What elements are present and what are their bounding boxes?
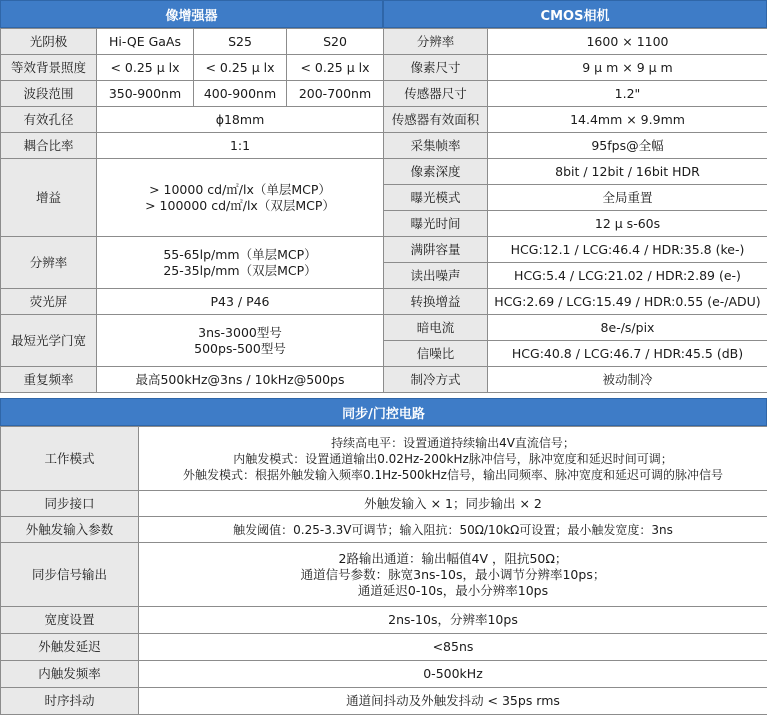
table-row <box>1 634 767 661</box>
row-label: 分辨率 <box>384 29 488 55</box>
table-row <box>384 107 767 133</box>
row-label: 宽度设置 <box>1 607 139 634</box>
row-label: 光阴极 <box>1 29 97 55</box>
table-row <box>384 211 767 237</box>
table-row <box>384 29 767 55</box>
cell-value: 2路输出通道：输出幅值4V ，阻抗50Ω； 通道信号参数：脉宽3ns-10s，最小调节分辨率10ps； 通道延迟0-10s，最小分辨率10ps <box>139 543 767 607</box>
cell-value: ϕ18mm <box>97 107 384 133</box>
cell-value: 200-700nm <box>287 81 384 107</box>
row-label: 荧光屏 <box>1 289 97 315</box>
row-label: 传感器有效面积 <box>384 107 488 133</box>
cell-value: 外触发输入 × 1；同步输出 × 2 <box>139 491 767 517</box>
table-row <box>1 517 767 543</box>
cell-value: 0-500kHz <box>139 661 767 688</box>
row-label: 满阱容量 <box>384 237 488 263</box>
table-row <box>1 159 384 237</box>
row-label: 制冷方式 <box>384 367 488 393</box>
row-label: 同步信号输出 <box>1 543 139 607</box>
cell-value: < 0.25 μ lx <box>97 55 194 81</box>
table-row <box>384 367 767 393</box>
cell-value: HCG:5.4 / LCG:21.02 / HDR:2.89 (e-) <box>488 263 767 289</box>
row-label: 传感器尺寸 <box>384 81 488 107</box>
cell-value: 2ns-10s，分辨率10ps <box>139 607 767 634</box>
table-row <box>1 688 767 715</box>
cell-value: 1600 × 1100 <box>488 29 767 55</box>
cell-value: HCG:12.1 / LCG:46.4 / HDR:35.8 (ke-) <box>488 237 767 263</box>
row-label: 像素尺寸 <box>384 55 488 81</box>
cell-value: <85ns <box>139 634 767 661</box>
row-label: 最短光学门宽 <box>1 315 97 367</box>
table-row <box>384 81 767 107</box>
table-row <box>384 289 767 315</box>
cell-value: 触发阈值：0.25-3.3V可调节；输入阻抗：50Ω/10kΩ可设置；最小触发宽度：3ns <box>139 517 767 543</box>
cell-value: 95fps@全幅 <box>488 133 767 159</box>
row-label: 耦合比率 <box>1 133 97 159</box>
table-row <box>384 185 767 211</box>
camera-header: CMOS相机 <box>383 0 767 28</box>
intensifier-header: 像增强器 <box>0 0 383 28</box>
cell-value: 14.4mm × 9.9mm <box>488 107 767 133</box>
row-label: 读出噪声 <box>384 263 488 289</box>
table-row <box>384 341 767 367</box>
table-row <box>1 55 384 81</box>
table-row <box>1 29 384 55</box>
table-row <box>1 427 767 491</box>
cell-value: 3ns-3000型号 500ps-500型号 <box>97 315 384 367</box>
row-label: 增益 <box>1 159 97 237</box>
table-row <box>1 289 384 315</box>
table-row <box>384 263 767 289</box>
cell-value: 400-900nm <box>194 81 287 107</box>
row-label: 信噪比 <box>384 341 488 367</box>
table-row <box>384 315 767 341</box>
cell-value: 12 μ s-60s <box>488 211 767 237</box>
camera-table <box>383 28 767 393</box>
cell-value: HCG:2.69 / LCG:15.49 / HDR:0.55 (e-/ADU) <box>488 289 767 315</box>
table-row <box>1 491 767 517</box>
table-row <box>1 661 767 688</box>
table-row <box>1 133 384 159</box>
row-label: 暗电流 <box>384 315 488 341</box>
cell-value: 通道间抖动及外触发抖动 < 35ps rms <box>139 688 767 715</box>
sync-panel <box>0 398 767 714</box>
cell-value: 全局重置 <box>488 185 767 211</box>
cell-value: 55-65lp/mm（单层MCP） 25-35lp/mm（双层MCP） <box>97 237 384 289</box>
cell-value: 被动制冷 <box>488 367 767 393</box>
row-label: 曝光时间 <box>384 211 488 237</box>
cell-value: Hi-QE GaAs <box>97 29 194 55</box>
intensifier-table <box>0 28 384 393</box>
cell-value: 350-900nm <box>97 81 194 107</box>
table-row <box>384 159 767 185</box>
cell-value: 9 μ m × 9 μ m <box>488 55 767 81</box>
cell-value: 1:1 <box>97 133 384 159</box>
cell-value: 8e-/s/pix <box>488 315 767 341</box>
row-label: 像素深度 <box>384 159 488 185</box>
cell-value: P43 / P46 <box>97 289 384 315</box>
cell-value: 持续高电平：设置通道持续输出4V直流信号； 内触发模式：设置通道输出0.02Hz-200kHz脉冲信号，脉冲宽度和延迟时间可调； 外触发模式：根据外触发输入频率0.1Hz-500kHz信号，输出同频率、脉冲宽度和延迟可调的脉冲信号 <box>139 427 767 491</box>
table-row <box>384 55 767 81</box>
table-row <box>384 133 767 159</box>
row-label: 转换增益 <box>384 289 488 315</box>
sync-table <box>0 426 767 715</box>
row-label: 重复频率 <box>1 367 97 393</box>
table-row <box>1 367 384 393</box>
row-label: 同步接口 <box>1 491 139 517</box>
row-label: 采集帧率 <box>384 133 488 159</box>
row-label: 波段范围 <box>1 81 97 107</box>
row-label: 有效孔径 <box>1 107 97 133</box>
table-row <box>384 237 767 263</box>
cell-value: S25 <box>194 29 287 55</box>
cell-value: S20 <box>287 29 384 55</box>
table-row <box>1 107 384 133</box>
table-row <box>1 315 384 367</box>
cell-value: HCG:40.8 / LCG:46.7 / HDR:45.5 (dB) <box>488 341 767 367</box>
camera-panel <box>383 0 767 398</box>
row-label: 工作模式 <box>1 427 139 491</box>
cell-value: > 10000 cd/㎡/lx（单层MCP） > 100000 cd/㎡/lx（双层MCP） <box>97 159 384 237</box>
row-label: 时序抖动 <box>1 688 139 715</box>
row-label: 等效背景照度 <box>1 55 97 81</box>
row-label: 曝光模式 <box>384 185 488 211</box>
table-row <box>1 607 767 634</box>
sync-header: 同步/门控电路 <box>0 398 767 426</box>
table-row <box>1 237 384 289</box>
cell-value: < 0.25 μ lx <box>194 55 287 81</box>
cell-value: 8bit / 12bit / 16bit HDR <box>488 159 767 185</box>
row-label: 内触发频率 <box>1 661 139 688</box>
table-row <box>1 543 767 607</box>
intensifier-panel <box>0 0 383 398</box>
cell-value: < 0.25 μ lx <box>287 55 384 81</box>
row-label: 外触发输入参数 <box>1 517 139 543</box>
row-label: 外触发延迟 <box>1 634 139 661</box>
cell-value: 最高500kHz@3ns / 10kHz@500ps <box>97 367 384 393</box>
cell-value: 1.2" <box>488 81 767 107</box>
row-label: 分辨率 <box>1 237 97 289</box>
table-row <box>1 81 384 107</box>
